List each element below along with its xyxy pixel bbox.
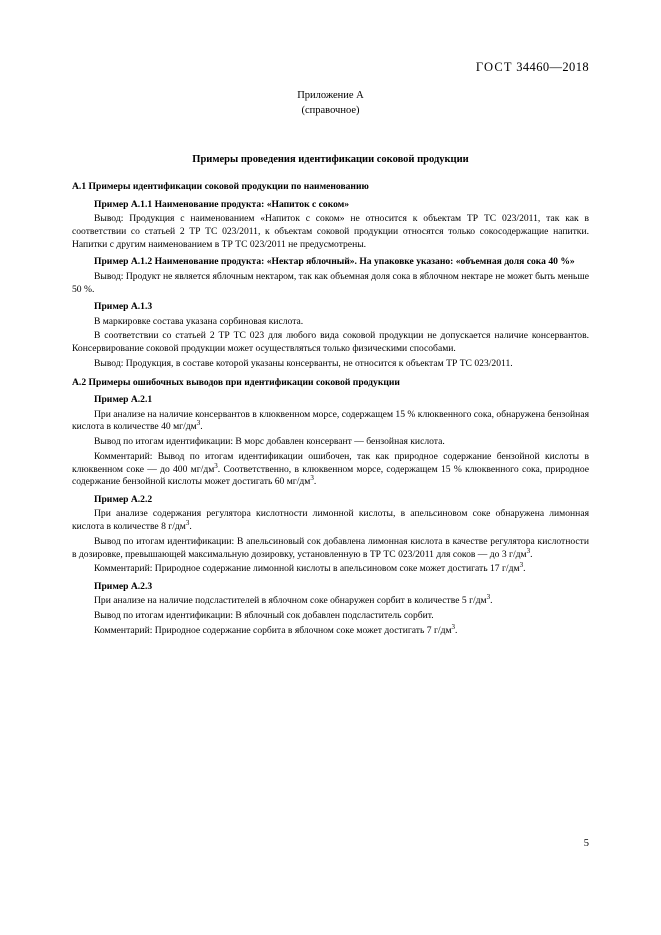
paragraph: [72, 451, 589, 489]
paragraph-tail: .: [189, 521, 192, 533]
paragraph-tail: .: [313, 476, 317, 488]
superscript: 3: [451, 622, 456, 631]
example-heading: Пример А.2.3: [94, 580, 153, 592]
superscript: 3: [519, 561, 524, 570]
page-title: Примеры проведения идентификации соковой продукции: [192, 154, 469, 166]
superscript: 3: [526, 546, 531, 555]
paragraph: Вывод: Продукция с наименованием «Напиток с соком» не относится к объектам ТР ТС 023/2011, так как в соответствии со статьей 2 ТР ТС 023/2011, к объектам соковой продукции относятся только сокосодержащие напитки. Напитки с другим наименованием в ТР ТС 023/2011 не предусмотрены.: [72, 213, 589, 250]
paragraph: Вывод по итогам идентификации: В морс добавлен консервант — бензойная кислота.: [94, 436, 445, 448]
paragraph-text: . Соответственно, в клюквенном морсе, содержащем 15 % клюквенного сока, природное содержание бензойной кислоты может достигать 60 мг/дм: [72, 463, 589, 488]
paragraph: [72, 563, 589, 576]
standard-label: ГОСТ: [475, 60, 513, 74]
paragraph-text: При анализе содержания регулятора кислотности лимонной кислоты, в апельсиновом соке обнаружена лимонная кислота в количестве 8 г/дм: [72, 508, 589, 533]
superscript: 3: [214, 461, 218, 470]
superscript: 3: [310, 474, 314, 483]
standard-number: 34460—2018: [516, 60, 589, 74]
example-heading: Пример А.1.2 Наименование продукта: «Нектар яблочный». На упаковке указано: «объемная доля сока 40 %»: [94, 256, 575, 268]
paragraph: [72, 409, 589, 435]
paragraph-tail: .: [530, 548, 533, 560]
paragraph: [72, 536, 589, 562]
superscript: 3: [196, 419, 201, 428]
paragraph-text: При анализе на наличие подсластителей в яблочном соке обнаружен сорбит в количестве 5 г/дм: [94, 595, 487, 607]
paragraph-tail: .: [523, 563, 526, 575]
section-a1: [72, 181, 589, 370]
superscript: 3: [185, 519, 190, 527]
paragraph-tail: .: [490, 595, 493, 607]
paragraph: Вывод: Продукт не является яблочным нектаром, так как объемная доля сока в яблочном нектаре не может быть меньше 50 %.: [72, 270, 589, 295]
paragraph: [72, 508, 589, 534]
paragraph: [72, 595, 589, 608]
paragraph: Вывод по итогам идентификации: В яблочный сок добавлен подсластитель сорбит.: [94, 610, 434, 622]
paragraph-tail: .: [200, 421, 203, 433]
paragraph: В соответствии со статьей 2 ТР ТС 023 для любого вида соковой продукции не допускается наличие консервантов. Консервирование соковой продукции может осуществляться только физическими способами.: [72, 330, 589, 355]
paragraph-tail: .: [455, 624, 458, 636]
paragraph: В маркировке состава указана сорбиновая кислота.: [94, 315, 304, 327]
annex-heading: [72, 88, 589, 118]
paragraph-text: Комментарий: Природное содержание сорбита в яблочном соке может достигать 7 г/дм: [94, 624, 452, 636]
example-heading: Пример А.1.1 Наименование продукта: «Напиток с соком»: [94, 198, 350, 210]
page-number: 5: [583, 838, 589, 849]
paragraph-text: При анализе на наличие консервантов в клюквенном морсе, содержащем 15 % клюквенного сока, обнаружена бензойная кислота в количестве 40 мг/дм: [72, 408, 589, 433]
section-a2: [72, 377, 589, 638]
section-heading: А.1 Примеры идентификации соковой продукции по наименованию: [72, 181, 369, 193]
section-heading: А.2 Примеры ошибочных выводов при идентификации соковой продукции: [72, 376, 400, 388]
example-heading: Пример А.1.3: [94, 300, 153, 312]
paragraph: Вывод: Продукция, в составе которой указаны консерванты, не относится к объектам ТР ТС 023/2011.: [94, 357, 513, 369]
annex-label: Приложение А: [297, 90, 364, 101]
paragraph-text: Комментарий: Природное содержание лимонной кислоты в апельсиновом соке может достигать 17 г/дм: [94, 563, 520, 575]
page-content: [72, 88, 589, 638]
paragraph-text: Комментарий: Вывод по итогам идентификации ошибочен, так как природное содержание бензойной кислоты в клюквенном соке — до 400 мг/дм: [72, 450, 589, 475]
paragraph: [72, 622, 589, 638]
example-heading: Пример А.2.1: [94, 393, 153, 405]
paragraph-text: Вывод по итогам идентификации: В апельсиновый сок добавлена лимонная кислота в качестве регулятора кислотности в дозировке, превышающей максимальную дозировку, установленную в ТР ТС 023/2011 для соков — до 3 г/дм: [72, 535, 589, 560]
example-heading: Пример А.2.2: [94, 493, 153, 505]
superscript: 3: [486, 593, 491, 602]
annex-type: (справочное): [301, 105, 360, 117]
page-header: [476, 60, 589, 75]
